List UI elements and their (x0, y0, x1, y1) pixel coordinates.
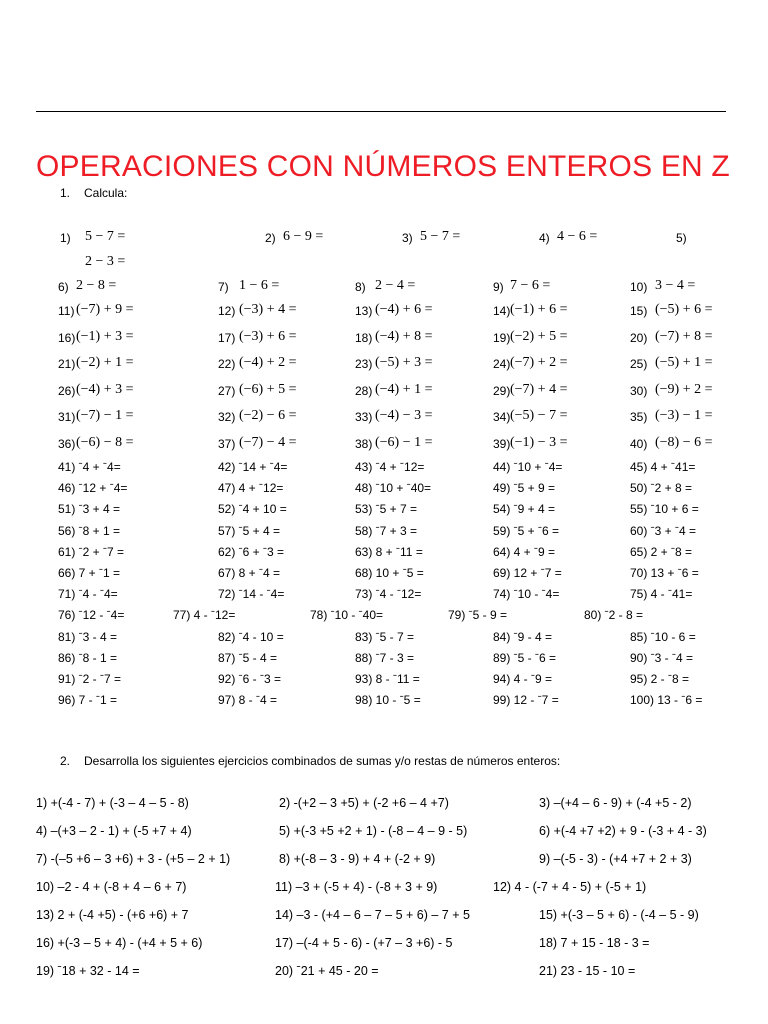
exercise-number: 38) (355, 437, 373, 451)
exercise-expression: (−7) + 9 = (76, 302, 134, 317)
exercise-item: 64) 4 + ˉ9 = (493, 544, 556, 559)
exercise-number: 7) (218, 280, 229, 294)
exercise-item: 87) ˉ5 - 4 = (218, 650, 278, 665)
exercise-item: 54) ˉ9 + 4 = (493, 502, 556, 517)
exercise-expression: 7 − 6 = (510, 278, 551, 293)
exercise-item: 56) ˉ8 + 1 = (58, 523, 121, 538)
exercise-expression: (−5) + 6 = (655, 302, 713, 317)
exercise-number: 10) (630, 280, 648, 294)
exercise-number: 23) (355, 357, 373, 371)
exercise-expression: (−4) + 2 = (239, 355, 297, 370)
exercise-item: 50) ˉ2 + 8 = (630, 481, 693, 496)
exercise-item: 63) 8 + ˉ11 = (355, 544, 423, 559)
combined-exercise: 11) –3 + (-5 + 4) - (-8 + 3 + 9) (275, 880, 438, 894)
exercise-item: 45) 4 + ˉ41= (630, 460, 696, 474)
exercise-expression: (−9) + 2 = (655, 382, 713, 397)
exercise-item: 62) ˉ6 + ˉ3 = (218, 544, 285, 559)
top-rule (36, 111, 726, 112)
exercise-item: 78) ˉ10 - ˉ40= (310, 608, 384, 623)
exercise-item: 100) 13 - ˉ6 = (630, 693, 703, 708)
section1-number: 1. (60, 186, 71, 200)
exercise-item: 86) ˉ8 - 1 = (58, 650, 118, 665)
exercise-number: 32) (218, 410, 236, 424)
exercise-item: 48) ˉ10 + ˉ40= (355, 481, 432, 496)
exercise-item: 89) ˉ5 - ˉ6 = (493, 650, 557, 665)
exercise-item: 47) 4 + ˉ12= (218, 481, 284, 496)
exercise-expression: 4 − 6 = (557, 229, 598, 244)
exercise-expression: (−4) + 6 = (375, 302, 433, 317)
exercise-item: 90) ˉ3 - ˉ4 = (630, 650, 694, 665)
exercise-item: 66) 7 + ˉ1 = (58, 566, 121, 580)
exercise-number: 27) (218, 384, 236, 398)
exercise-number: 11) (58, 304, 75, 318)
exercise-item: 68) 10 + ˉ5 = (355, 566, 424, 580)
combined-exercise: 19) ˉ18 + 32 - 14 = (36, 964, 140, 978)
exercise-item: 79) ˉ5 - 9 = (448, 608, 508, 623)
exercise-number: 30) (630, 384, 648, 398)
exercise-number: 29) (493, 384, 511, 398)
combined-exercise: 13) 2 + (-4 +5) - (+6 +6) + 7 (36, 908, 189, 922)
exercise-item: 72) ˉ14 - ˉ4= (218, 587, 285, 602)
exercise-number: 31) (58, 410, 76, 424)
exercise-item: 84) ˉ9 - 4 = (493, 629, 553, 644)
combined-exercise: 4) –(+3 – 2 - 1) + (-5 +7 + 4) (36, 824, 192, 838)
exercise-number: 4) (539, 231, 550, 245)
exercise-expression: 1 − 6 = (239, 278, 280, 293)
exercise-item: 57) ˉ5 + 4 = (218, 523, 281, 538)
combined-exercise: 1) +(-4 - 7) + (-3 – 4 – 5 - 8) (36, 796, 189, 810)
exercise-item: 46) ˉ12 + ˉ4= (58, 481, 128, 496)
exercise-item: 81) ˉ3 - 4 = (58, 629, 118, 644)
exercise-number: 25) (630, 357, 648, 371)
exercise-item: 42) ˉ14 + ˉ4= (218, 460, 288, 474)
exercise-number: 40) (630, 437, 648, 451)
exercise-number: 36) (58, 437, 76, 451)
exercise-item: 60) ˉ3 + ˉ4 = (630, 523, 697, 538)
exercise-expression: (−6) − 1 = (375, 435, 433, 450)
exercise-number: 3) (402, 231, 413, 245)
exercise-expression: 5 − 7 = (420, 229, 461, 244)
exercise-item: 91) ˉ2 - ˉ7 = (58, 672, 122, 686)
exercise-item: 83) ˉ5 - 7 = (355, 629, 415, 644)
exercise-expression: (−7) + 2 = (510, 355, 568, 370)
exercise-number: 21) (58, 357, 76, 371)
exercise-number: 2) (265, 231, 276, 245)
exercise-item: 97) 8 - ˉ4 = (218, 693, 278, 708)
exercise-item: 49) ˉ5 + 9 = (493, 481, 556, 496)
exercise-number: 22) (218, 357, 236, 371)
exercise-number: 16) (58, 331, 76, 345)
exercise-item: 51) ˉ3 + 4 = (58, 502, 121, 517)
combined-exercise: 8) +(-8 – 3 - 9) + 4 + (-2 + 9) (279, 852, 436, 866)
combined-exercise: 3) –(+4 – 6 - 9) + (-4 +5 - 2) (539, 796, 692, 810)
exercise-item: 77) 4 - ˉ12= (173, 608, 236, 623)
combined-exercise: 20) ˉ21 + 45 - 20 = (275, 964, 379, 978)
section1-instruction: Calcula: (84, 186, 128, 200)
exercise-expression: (−5) + 1 = (655, 355, 713, 370)
exercise-number: 6) (58, 280, 69, 294)
exercise-number: 5) (676, 231, 687, 245)
combined-exercise: 14) –3 - (+4 – 6 – 7 – 5 + 6) – 7 + 5 (275, 908, 470, 922)
exercise-number: 12) (218, 304, 236, 318)
exercise-number: 13) (355, 304, 373, 318)
exercise-number: 37) (218, 437, 236, 451)
exercise-expression: 2 − 8 = (76, 278, 117, 293)
exercise-number: 14) (493, 304, 511, 318)
exercise-item: 44) ˉ10 + ˉ4= (493, 460, 563, 474)
exercise-expression: 5 − 7 = (85, 229, 126, 244)
exercise-item: 58) ˉ7 + 3 = (355, 523, 418, 538)
exercise-item: 43) ˉ4 + ˉ12= (355, 460, 425, 474)
exercise-item: 74) ˉ10 - ˉ4= (493, 587, 560, 602)
exercise-expression: (−8) − 6 = (655, 435, 713, 450)
combined-exercise: 15) +(-3 – 5 + 6) - (-4 – 5 - 9) (539, 908, 699, 922)
exercise-number: 20) (630, 331, 648, 345)
exercise-number: 15) (630, 304, 648, 318)
exercise-expression: (−3) − 1 = (655, 408, 713, 423)
exercise-item: 76) ˉ12 - ˉ4= (58, 608, 125, 623)
exercise-expression: (−4) − 3 = (375, 408, 433, 423)
exercise-item: 92) ˉ6 - ˉ3 = (218, 672, 282, 686)
exercise-expression: (−2) + 5 = (510, 329, 568, 344)
combined-exercise: 16) +(-3 – 5 + 4) - (+4 + 5 + 6) (36, 936, 203, 950)
exercise-number: 19) (493, 331, 511, 345)
exercise-item: 69) 12 + ˉ7 = (493, 566, 562, 580)
exercise-expression: (−1) + 6 = (510, 302, 568, 317)
exercise-number: 18) (355, 331, 373, 345)
exercise-number: 26) (58, 384, 76, 398)
exercise-item: 59) ˉ5 + ˉ6 = (493, 523, 560, 538)
exercise-number: 8) (355, 280, 366, 294)
exercise-item: 99) 12 - ˉ7 = (493, 693, 559, 708)
exercise-expression: (−5) − 7 = (510, 408, 568, 423)
exercise-item: 82) ˉ4 - 10 = (218, 629, 284, 644)
exercise-item: 80) ˉ2 - 8 = (584, 608, 644, 623)
exercise-expression: (−1) − 3 = (510, 435, 568, 450)
exercise-expression: (−4) + 8 = (375, 329, 433, 344)
exercise-item: 95) 2 - ˉ8 = (630, 672, 690, 686)
exercise-expression: (−7) − 4 = (239, 435, 297, 450)
exercise-expression: (−7) + 8 = (655, 329, 713, 344)
exercise-expression: (−3) + 4 = (239, 302, 297, 317)
combined-exercise: 17) –(-4 + 5 - 6) - (+7 – 3 +6) - 5 (275, 936, 453, 950)
exercise-item: 52) ˉ4 + 10 = (218, 502, 287, 517)
exercise-item: 41) ˉ4 + ˉ4= (58, 460, 121, 474)
exercise-item: 71) ˉ4 - ˉ4= (58, 587, 118, 602)
exercise-expression: (−5) + 3 = (375, 355, 433, 370)
exercise-item: 98) 10 - ˉ5 = (355, 693, 421, 708)
exercise-expression: (−3) + 6 = (239, 329, 297, 344)
exercise-number: 9) (493, 280, 504, 294)
combined-exercise: 10) –2 - 4 + (-8 + 4 – 6 + 7) (36, 880, 187, 894)
exercise-number: 39) (493, 437, 511, 451)
exercise-expression: (−2) − 6 = (239, 408, 297, 423)
exercise-expression: 3 − 4 = (655, 278, 696, 293)
combined-exercise: 12) 4 - (-7 + 4 - 5) + (-5 + 1) (493, 880, 647, 894)
combined-exercise: 21) 23 - 15 - 10 = (539, 964, 636, 978)
exercise-item: 88) ˉ7 - 3 = (355, 650, 415, 665)
exercise-expression: 6 − 9 = (283, 229, 324, 244)
exercise-item: 94) 4 - ˉ9 = (493, 672, 553, 686)
exercise-item: 67) 8 + ˉ4 = (218, 566, 281, 580)
exercise-item: 93) 8 - ˉ11 = (355, 672, 420, 686)
exercise-item: 85) ˉ10 - 6 = (630, 629, 696, 644)
exercise-number: 1) (60, 231, 71, 245)
exercise-item: 73) ˉ4 - ˉ12= (355, 587, 422, 602)
exercise-item: 55) ˉ10 + 6 = (630, 502, 699, 517)
exercise-expression: (−4) + 1 = (375, 382, 433, 397)
exercise-item: 65) 2 + ˉ8 = (630, 544, 693, 559)
exercise-number: 28) (355, 384, 373, 398)
combined-exercise: 18) 7 + 15 - 18 - 3 = (539, 936, 650, 950)
exercise-item: 61) ˉ2 + ˉ7 = (58, 544, 125, 559)
exercise-expression: (−7) + 4 = (510, 382, 568, 397)
combined-exercise: 6) +(-4 +7 +2) + 9 - (-3 + 4 - 3) (539, 824, 707, 838)
exercise-item: 75) 4 - ˉ41= (630, 587, 693, 602)
section2-instruction: Desarrolla los siguientes ejercicios combinados de sumas y/o restas de números enteros: (84, 754, 561, 768)
exercise-number: 24) (493, 357, 511, 371)
exercise-expression: (−6) − 8 = (76, 435, 134, 450)
combined-exercise: 5) +(-3 +5 +2 + 1) - (-8 – 4 – 9 - 5) (279, 824, 468, 838)
exercise-number: 17) (218, 331, 236, 345)
page-title: OPERACIONES CON NÚMEROS ENTEROS EN Z (36, 150, 730, 183)
exercise-expression: (−4) + 3 = (76, 382, 134, 397)
exercise-number: 34) (493, 410, 511, 424)
exercise-expression: (−6) + 5 = (239, 382, 297, 397)
exercise-expression: (−7) − 1 = (76, 408, 134, 423)
exercise-5-continued: 2 − 3 = (85, 254, 126, 269)
exercise-item: 70) 13 + ˉ6 = (630, 566, 699, 580)
combined-exercise: 9) –(-5 - 3) - (+4 +7 + 2 + 3) (539, 852, 692, 866)
section2-number: 2. (60, 754, 71, 768)
exercise-expression: 2 − 4 = (375, 278, 416, 293)
combined-exercise: 7) -(–5 +6 – 3 +6) + 3 - (+5 – 2 + 1) (36, 852, 231, 866)
exercise-number: 35) (630, 410, 648, 424)
exercise-item: 96) 7 - ˉ1 = (58, 693, 118, 708)
combined-exercise: 2) -(+2 – 3 +5) + (-2 +6 – 4 +7) (279, 796, 449, 810)
exercise-expression: (−1) + 3 = (76, 329, 134, 344)
exercise-expression: (−2) + 1 = (76, 355, 134, 370)
exercise-number: 33) (355, 410, 373, 424)
exercise-item: 53) ˉ5 + 7 = (355, 502, 418, 517)
